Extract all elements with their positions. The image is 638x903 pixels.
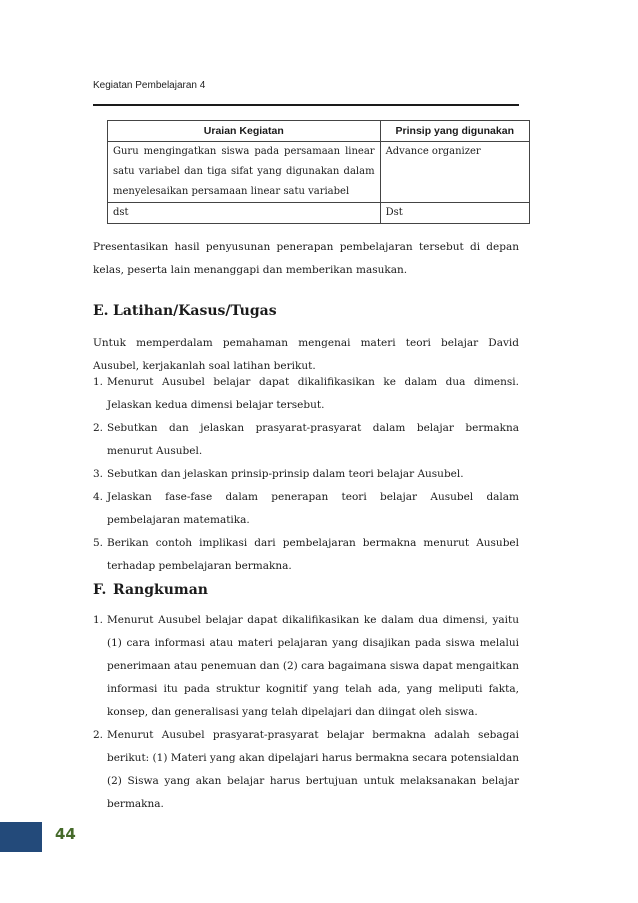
list-item: [93, 371, 519, 417]
list-item: [93, 486, 519, 532]
list-item-text: Menurut Ausubel prasyarat-prasyarat belajar bermakna adalah sebagai berikut: (1) Materi yang akan dipelajari harus bermakna secara potensialdan (2) Siswa yang akan belajar harus bertujuan untuk melaksanakan belajar bermakna.: [107, 729, 519, 810]
list-item-number: 2.: [93, 422, 104, 434]
list-item: [93, 609, 519, 724]
header-divider: [93, 104, 519, 106]
list-item-text: Menurut Ausubel belajar dapat dikalifikasikan ke dalam dua dimensi. Jelaskan kedua dimensi belajar tersebut.: [107, 376, 519, 411]
list-item-number: 1.: [93, 376, 104, 388]
exercise-list: [93, 371, 519, 578]
section-e-heading: [93, 301, 277, 321]
section-f-letter: F.: [93, 582, 107, 598]
summary-list: [93, 609, 519, 816]
list-item-text: Jelaskan fase-fase dalam penerapan teori belajar Ausubel dalam pembelajaran matematika.: [107, 491, 519, 526]
section-e-letter: E.: [93, 303, 109, 319]
section-f-heading: [93, 580, 208, 600]
section-f-title: Rangkuman: [113, 582, 208, 598]
table-cell-activity: dst: [108, 203, 381, 224]
list-item-number: 2.: [93, 729, 104, 741]
list-item-number: 4.: [93, 491, 104, 503]
running-header: Kegiatan Pembelajaran 4: [93, 80, 206, 91]
list-item: [93, 417, 519, 463]
table-header-activity: Uraian Kegiatan: [108, 121, 381, 142]
list-item: [93, 532, 519, 578]
list-item-text: Sebutkan dan jelaskan prinsip-prinsip dalam teori belajar Ausubel.: [107, 468, 464, 480]
table-header-principle: Prinsip yang digunakan: [380, 121, 529, 142]
table-header-row: [108, 121, 530, 142]
list-item-number: 1.: [93, 614, 104, 626]
presentation-paragraph: Presentasikan hasil penyusunan penerapan pembelajaran tersebut di depan kelas, peserta lain menanggapi dan memberikan masukan.: [93, 241, 519, 276]
list-item-text: Sebutkan dan jelaskan prasyarat-prasyarat dalam belajar bermakna menurut Ausubel.: [107, 422, 519, 457]
list-item-text: Berikan contoh implikasi dari pembelajaran bermakna menurut Ausubel terhadap pembelajaran bermakna.: [107, 537, 519, 572]
activity-table: [107, 120, 530, 224]
list-item-number: 3.: [93, 468, 104, 480]
page-number: 44: [55, 825, 76, 843]
table-cell-activity: Guru mengingatkan siswa pada persamaan linear satu variabel dan tiga sifat yang digunakan dalam menyelesaikan persamaan linear satu variabel: [108, 142, 381, 203]
table-cell-principle: Dst: [380, 203, 529, 224]
list-item-number: 5.: [93, 537, 104, 549]
section-e-title: Latihan/Kasus/Tugas: [113, 303, 277, 319]
table-row: [108, 203, 530, 224]
section-e-intro: Untuk memperdalam pemahaman mengenai materi teori belajar David Ausubel, kerjakanlah soal latihan berikut.: [93, 337, 519, 372]
page-number-tab: [0, 822, 42, 852]
list-item: [93, 724, 519, 816]
list-item-text: Menurut Ausubel belajar dapat dikalifikasikan ke dalam dua dimensi, yaitu (1) cara informasi atau materi pelajaran yang disajikan pada siswa melalui penerimaan atau penemuan dan (2) cara bagaimana siswa dapat mengaitkan informasi itu pada struktur kognitif yang telah ada, yang meliputi fakta, konsep, dan generalisasi yang telah dipelajari dan diingat oleh siswa.: [107, 614, 519, 718]
list-item: [93, 463, 519, 486]
table-cell-principle: Advance organizer: [380, 142, 529, 203]
table-row: [108, 142, 530, 203]
